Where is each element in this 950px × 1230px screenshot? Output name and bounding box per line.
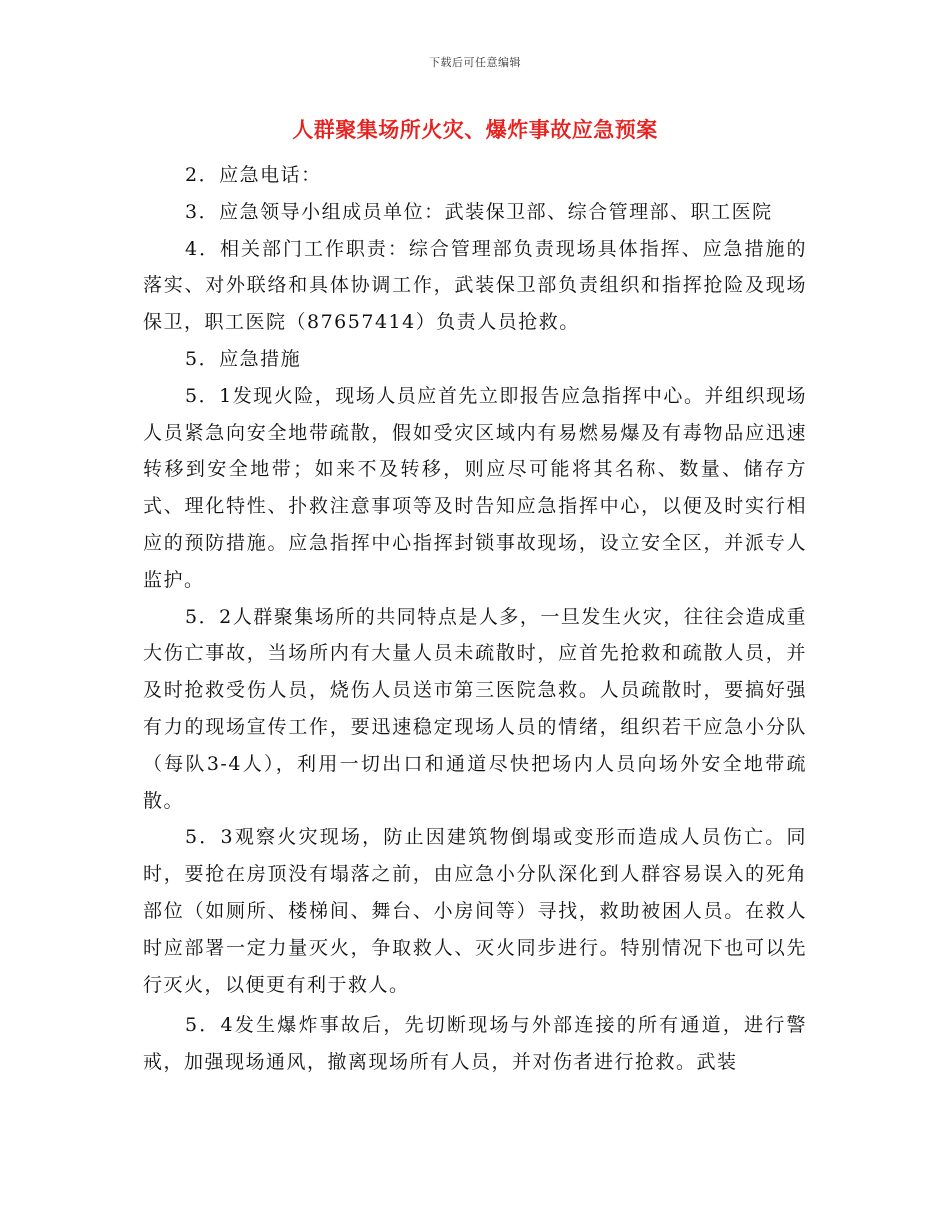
paragraph-measure-5-4: 5．4发生爆炸事故后，先切断现场与外部连接的所有通道，进行警戒，加强现场通风，撤离现场所有人员，并对伤者进行抢救。武装 (143, 1014, 807, 1074)
paragraph-measure-5-3: 5．3观察火灾现场，防止因建筑物倒塌或变形而造成人员伤亡。同时，要抢在房顶没有塌落之前，由应急小分队深化到人群容易误入的死角部位（如厕所、楼梯间、舞台、小房间等）寻找，救助被困人员。在救人时应部署一定力量灭火，争取救人、灭火同步进行。特别情况下也可以先行灭火，以便更有利于救人。 (143, 826, 807, 996)
header-note: 下载后可任意编辑 (429, 56, 521, 69)
paragraph-emergency-measures-heading: 5．应急措施 (185, 347, 302, 370)
paragraph-leadership-units: 3．应急领导小组成员单位：武装保卫部、综合管理部、职工医院 (185, 200, 773, 223)
document-body (143, 157, 807, 1081)
paragraph-department-duties: 4．相关部门工作职责：综合管理部负责现场具体指挥、应急措施的落实、对外联络和具体协调工作，武装保卫部负责组织和指挥抢险及现场保卫，职工医院（87657414）负责人员抢救。 (143, 237, 807, 334)
paragraph-measure-5-1: 5．1发现火险，现场人员应首先立即报告应急指挥中心。并组织现场人员紧急向安全地带疏散，假如受灾区域内有易燃易爆及有毒物品应迅速转移到安全地带；如来不及转移，则应尽可能将其名称、数量、储存方式、理化特性、扑救注意事项等及时告知应急指挥中心，以便及时实行相应的预防措施。应急指挥中心指挥封锁事故现场，设立安全区，并派专人监护。 (143, 384, 807, 591)
paragraph-measure-5-2: 5．2人群聚集场所的共同特点是人多，一旦发生火灾，往往会造成重大伤亡事故，当场所内有大量人员未疏散时，应首先抢救和疏散人员，并及时抢救受伤人员，烧伤人员送市第三医院急救。人员疏散时，要搞好强有力的现场宣传工作，要迅速稳定现场人员的情绪，组织若干应急小分队（每队3-4人），利用一切出口和通道尽快把场内人员向场外安全地带疏散。 (143, 605, 807, 812)
document-title: 人群聚集场所火灾、爆炸事故应急预案 (292, 117, 658, 142)
paragraph-emergency-phone: 2．应急电话： (185, 164, 322, 186)
